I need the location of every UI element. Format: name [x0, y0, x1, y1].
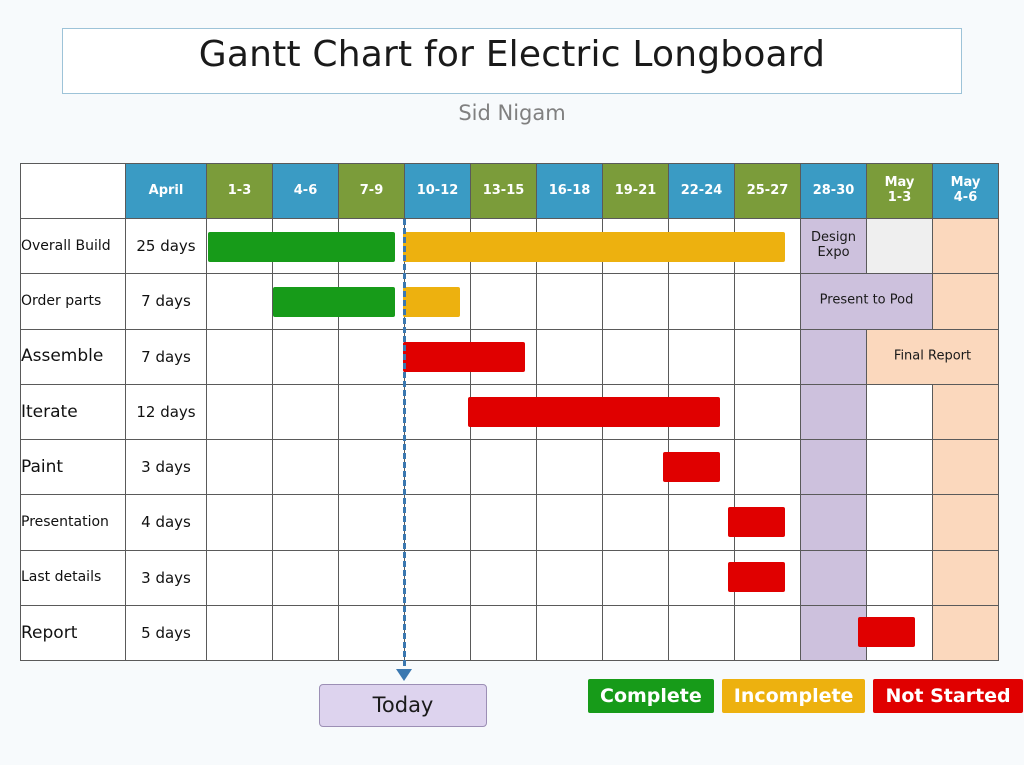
- day-cell: [933, 440, 999, 495]
- milestone-label: Final Report: [893, 348, 972, 364]
- day-cell: [735, 605, 801, 660]
- day-cell: [339, 384, 405, 439]
- milestone-cell: [867, 329, 999, 384]
- day-cell: [207, 329, 273, 384]
- table-row: [21, 274, 999, 329]
- day-cell: [669, 605, 735, 660]
- day-cell: [801, 440, 867, 495]
- day-cell: [405, 440, 471, 495]
- day-cell: [339, 274, 405, 329]
- day-cell: [735, 384, 801, 439]
- column-header: 7-9: [339, 164, 405, 219]
- day-cell: [603, 219, 669, 274]
- day-cell: [933, 550, 999, 605]
- column-header: 4-6: [273, 164, 339, 219]
- table-row: [21, 329, 999, 384]
- day-cell: [933, 605, 999, 660]
- gantt-table: [20, 163, 999, 661]
- day-cell: [405, 329, 471, 384]
- day-cell: [471, 440, 537, 495]
- task-duration-cell: 5 days: [126, 605, 207, 660]
- milestone-label: Present to Pod: [819, 292, 914, 308]
- day-cell: [669, 384, 735, 439]
- day-cell: [339, 329, 405, 384]
- day-cell: [537, 274, 603, 329]
- day-cell: [801, 329, 867, 384]
- day-cell: [801, 384, 867, 439]
- table-row: [21, 495, 999, 550]
- day-cell: [801, 495, 867, 550]
- task-name-cell: Paint: [21, 440, 126, 495]
- day-cell: [537, 384, 603, 439]
- day-cell: [603, 440, 669, 495]
- day-cell: [537, 219, 603, 274]
- day-cell: [537, 605, 603, 660]
- day-cell: [405, 550, 471, 605]
- column-header: 28-30: [801, 164, 867, 219]
- day-cell: [669, 274, 735, 329]
- column-header: May 1-3: [867, 164, 933, 219]
- task-name-cell: Overall Build: [21, 219, 126, 274]
- day-cell: [339, 440, 405, 495]
- day-cell: [471, 605, 537, 660]
- table-row: [21, 605, 999, 660]
- page-title: Gantt Chart for Electric Longboard: [198, 34, 826, 75]
- day-cell: [735, 440, 801, 495]
- task-name-cell: Report: [21, 605, 126, 660]
- task-duration-cell: 7 days: [126, 329, 207, 384]
- task-duration-cell: 3 days: [126, 440, 207, 495]
- day-cell: [207, 274, 273, 329]
- day-cell: [405, 495, 471, 550]
- header-corner: [21, 164, 126, 219]
- task-name-cell: Iterate: [21, 384, 126, 439]
- day-cell: [603, 274, 669, 329]
- task-name-cell: Presentation: [21, 495, 126, 550]
- gantt-header-row: [21, 164, 999, 219]
- task-duration-cell: 3 days: [126, 550, 207, 605]
- day-cell: [801, 605, 867, 660]
- day-cell: [471, 550, 537, 605]
- day-cell: [207, 440, 273, 495]
- task-duration-cell: 7 days: [126, 274, 207, 329]
- day-cell: [471, 329, 537, 384]
- day-cell: [867, 550, 933, 605]
- today-label: Today: [372, 693, 434, 717]
- table-row: [21, 550, 999, 605]
- legend-item: Complete: [588, 679, 714, 713]
- day-cell: [207, 495, 273, 550]
- day-cell: [669, 219, 735, 274]
- day-cell: [339, 495, 405, 550]
- day-cell: [537, 495, 603, 550]
- milestone-label: Design Expo: [811, 230, 856, 261]
- day-cell: [603, 605, 669, 660]
- day-cell: [669, 329, 735, 384]
- day-cell: [339, 550, 405, 605]
- table-row: [21, 219, 999, 274]
- day-cell: [273, 329, 339, 384]
- day-cell: [735, 550, 801, 605]
- table-row: [21, 440, 999, 495]
- day-cell: [207, 384, 273, 439]
- task-duration-cell: 4 days: [126, 495, 207, 550]
- day-cell: [273, 440, 339, 495]
- day-cell: [537, 440, 603, 495]
- column-header: 25-27: [735, 164, 801, 219]
- day-cell: [405, 384, 471, 439]
- day-cell: [933, 219, 999, 274]
- day-cell: [933, 274, 999, 329]
- page-subtitle: Sid Nigam: [458, 101, 566, 125]
- column-header: 19-21: [603, 164, 669, 219]
- day-cell: [669, 495, 735, 550]
- day-cell: [207, 550, 273, 605]
- day-cell: [405, 274, 471, 329]
- column-header: 1-3: [207, 164, 273, 219]
- legend-item: Not Started: [873, 679, 1022, 713]
- column-header: 10-12: [405, 164, 471, 219]
- day-cell: [801, 550, 867, 605]
- day-cell: [603, 384, 669, 439]
- day-cell: [471, 219, 537, 274]
- day-cell: [273, 219, 339, 274]
- day-cell: [207, 605, 273, 660]
- task-duration-cell: 25 days: [126, 219, 207, 274]
- table-row: [21, 384, 999, 439]
- day-cell: [735, 495, 801, 550]
- day-cell: [735, 329, 801, 384]
- day-cell: [207, 219, 273, 274]
- column-header: 16-18: [537, 164, 603, 219]
- day-cell: [603, 329, 669, 384]
- day-cell: [273, 384, 339, 439]
- task-duration-cell: 12 days: [126, 384, 207, 439]
- day-cell: [933, 495, 999, 550]
- day-cell: [933, 384, 999, 439]
- day-cell: [339, 605, 405, 660]
- day-cell: [867, 219, 933, 274]
- legend: [588, 679, 1023, 713]
- day-cell: [273, 550, 339, 605]
- task-name-cell: Assemble: [21, 329, 126, 384]
- day-cell: [537, 550, 603, 605]
- day-cell: [867, 495, 933, 550]
- day-cell: [603, 495, 669, 550]
- task-name-cell: Last details: [21, 550, 126, 605]
- day-cell: [405, 219, 471, 274]
- day-cell: [735, 274, 801, 329]
- day-cell: [867, 605, 933, 660]
- gantt-chart: [20, 163, 981, 661]
- milestone-cell: [801, 219, 867, 274]
- column-header: May 4-6: [933, 164, 999, 219]
- day-cell: [471, 495, 537, 550]
- gantt-body: [21, 219, 999, 661]
- day-cell: [273, 274, 339, 329]
- day-cell: [273, 495, 339, 550]
- milestone-cell: [801, 274, 933, 329]
- day-cell: [735, 219, 801, 274]
- day-cell: [537, 329, 603, 384]
- day-cell: [405, 605, 471, 660]
- task-name-cell: Order parts: [21, 274, 126, 329]
- legend-item: Incomplete: [722, 679, 866, 713]
- day-cell: [603, 550, 669, 605]
- column-header: 13-15: [471, 164, 537, 219]
- day-cell: [867, 384, 933, 439]
- day-cell: [669, 440, 735, 495]
- column-header: April: [126, 164, 207, 219]
- day-cell: [471, 384, 537, 439]
- day-cell: [867, 440, 933, 495]
- day-cell: [273, 605, 339, 660]
- day-cell: [669, 550, 735, 605]
- column-header: 22-24: [669, 164, 735, 219]
- day-cell: [471, 274, 537, 329]
- day-cell: [339, 219, 405, 274]
- today-arrow-icon: [396, 669, 412, 681]
